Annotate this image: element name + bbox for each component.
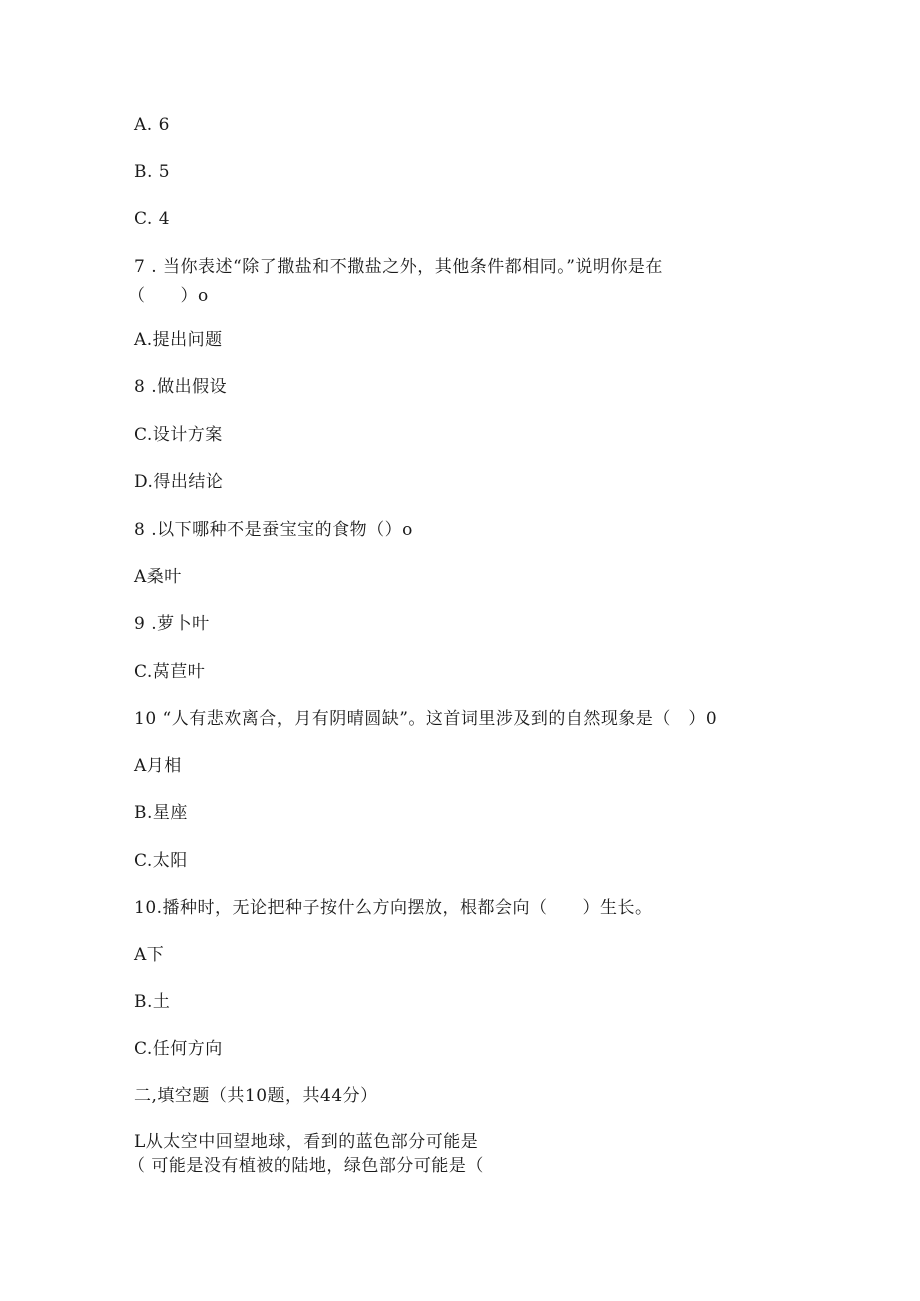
section-fill-in-heading: 二,填空题（共10题，共44分） xyxy=(134,1086,378,1106)
question-10-seed-option-c: C.任何方向 xyxy=(134,1039,223,1059)
question-7-option-b: 8 .做出假设 xyxy=(134,377,228,397)
option-a-6: A. 6 xyxy=(134,115,170,135)
question-7-option-c: C.设计方案 xyxy=(134,425,223,445)
question-10-moon-option-c: C.太阳 xyxy=(134,851,188,871)
fill-question-1-line-2: （ 可能是没有植被的陆地，绿色部分可能是（ xyxy=(128,1156,484,1176)
question-10-seed-text: 10.播种时，无论把种子按什么方向摆放，根都会向（ ）生长。 xyxy=(134,898,653,918)
question-8-option-a: A桑叶 xyxy=(134,567,182,587)
option-c-4: C. 4 xyxy=(134,209,171,229)
question-10-moon-option-a: A月相 xyxy=(134,756,182,776)
question-8-option-c: C.莴苣叶 xyxy=(134,662,206,682)
option-b-5: B. 5 xyxy=(134,162,171,182)
question-10-seed-option-b: B.土 xyxy=(134,992,171,1012)
question-8-option-b: 9 .萝卜叶 xyxy=(134,614,210,634)
question-10-moon-text: 10 “人有悲欢离合，月有阴晴圆缺”。这首词里涉及到的自然现象是（ ）0 xyxy=(134,709,718,729)
question-7-option-d: D.得出结论 xyxy=(134,472,224,492)
question-10-moon-option-b: B.星座 xyxy=(134,803,188,823)
question-7-blank: （ ）o xyxy=(128,286,209,306)
question-8-text: 8 .以下哪种不是蚕宝宝的食物（）o xyxy=(134,520,413,540)
question-7-option-a: A.提出问题 xyxy=(134,330,223,350)
question-10-seed-option-a: A下 xyxy=(134,945,165,965)
question-7-text: 7 . 当你表述“除了撒盐和不撒盐之外，其他条件都相同。”说明你是在 xyxy=(134,257,663,277)
fill-question-1-line-1: L从太空中回望地球，看到的蓝色部分可能是 xyxy=(134,1132,479,1152)
